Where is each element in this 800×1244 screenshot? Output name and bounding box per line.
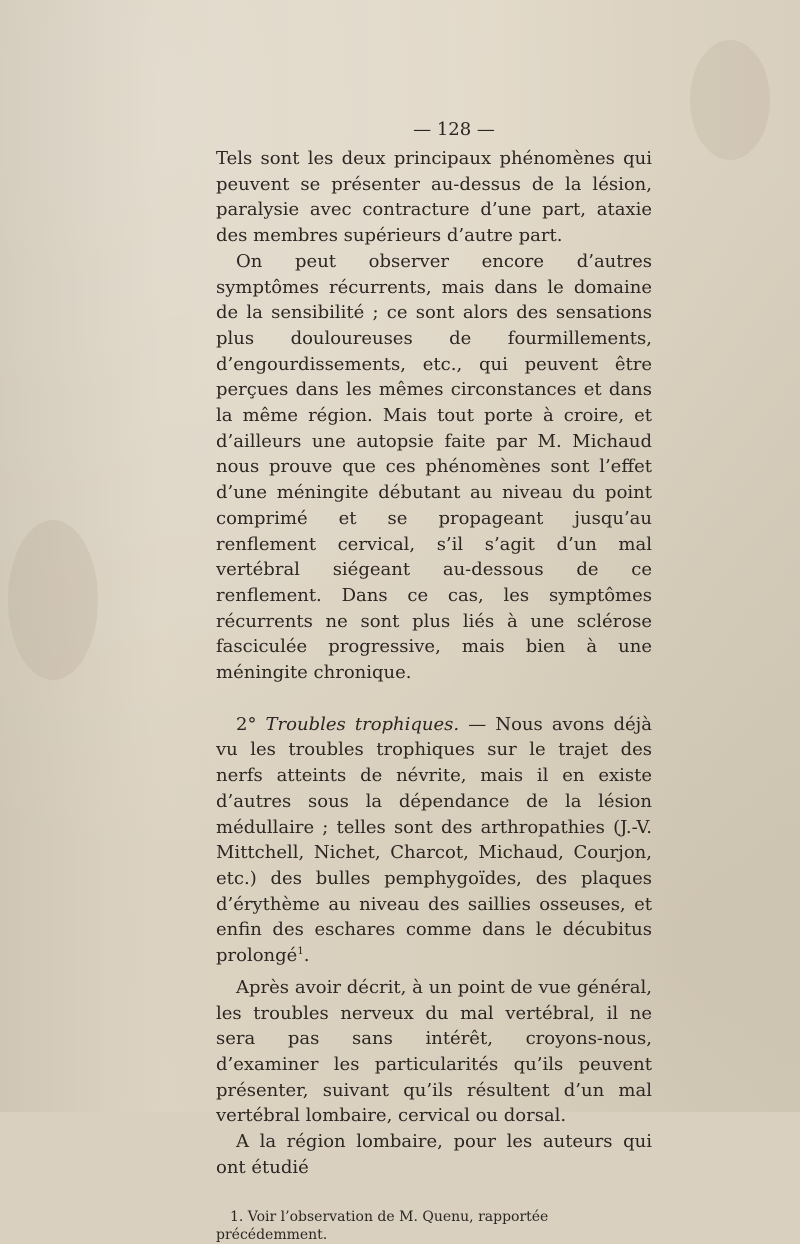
page-number: — 128 — <box>413 119 495 140</box>
footnote-reference: 1 <box>297 946 304 958</box>
text-block <box>216 118 652 1244</box>
paragraph-3 <box>216 712 652 969</box>
paper-stain <box>690 40 770 160</box>
paragraph-4: Après avoir décrit, à un point de vue général, les troubles nerveux du mal vertébral, il ne sera pas sans intérêt, croyons-nous, d’examiner les particularités qu’ils peuvent présenter, suivant qu’ils résultent d’un mal vertébral lombaire, cervical ou dorsal. <box>216 976 652 1127</box>
paragraph-3-text: — Nous avons déjà vu les troubles trophiques sur le trajet des nerfs atteints de névrite, mais il en existe d’autres sous la dépendance de la lésion médullaire ; telles sont des arthropathies (J.-V. Mittchell, Nichet, Charcot, Michaud, Courjon, etc.) des bulles pemphygoïdes, des plaques d’érythème au niveau des saillies osseuses, et enfin des eschares comme dans le décubitus prolongé <box>216 713 652 967</box>
section-number: 2° <box>236 713 266 735</box>
paper-stain <box>8 520 98 680</box>
section-heading: Troubles trophiques. <box>265 713 460 735</box>
paragraph-3-suffix: . <box>303 945 310 967</box>
section-spacer <box>216 686 652 712</box>
paragraph-5: A la région lombaire, pour les auteurs qui ont étudié <box>216 1131 652 1178</box>
paragraph-2: On peut observer encore d’autres symptômes récurrents, mais dans le domaine de la sensibilité ; ce sont alors des sensations plus douloureuses de fourmillements, d’engourdissements, etc., qui peuvent être perçues dans les mêmes circonstances et dans la même région. Mais tout porte à croire, et d’ailleurs une autopsie faite par M. Michaud nous prouve que ces phénomènes sont l’effet d’une méningite débutant au niveau du point comprimé et se propageant jusqu’au renflement cervical, s’il s’agit d’un mal vertébral siégeant au-dessous de ce renflement. Dans ce cas, les symptômes récurrents ne sont plus liés à une sclérose fasciculée progressive, mais bien à une méningite chronique. <box>216 250 652 684</box>
paragraph-1: Tels sont les deux principaux phénomènes qui peuvent se présenter au-dessus de la lésion, paralysie avec contracture d’une part, ataxie des membres supérieurs d’autre part. <box>216 148 652 247</box>
footnote: 1. Voir l’observation de M. Quenu, rapportée précédemment. <box>216 1209 549 1244</box>
footnote-spacer <box>216 1180 652 1200</box>
